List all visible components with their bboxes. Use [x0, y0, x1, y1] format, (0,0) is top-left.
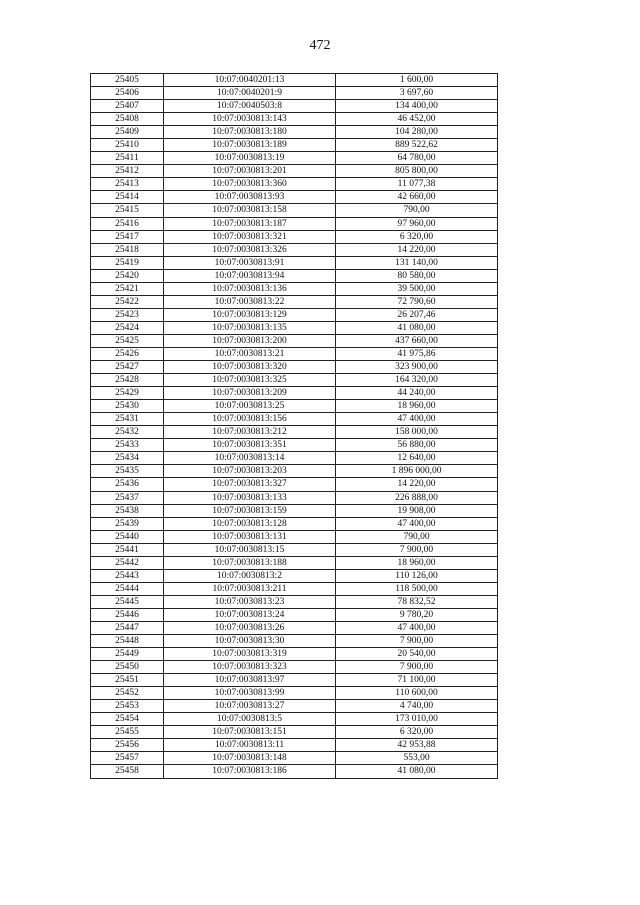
row-number-cell: 25433 — [91, 439, 164, 452]
row-number-cell: 25451 — [91, 674, 164, 687]
table-row — [91, 113, 498, 126]
row-number-cell: 25421 — [91, 282, 164, 295]
row-number-cell: 25441 — [91, 543, 164, 556]
cadastral-number-cell: 10:07:0030813:327 — [164, 478, 336, 491]
cadastral-number-cell: 10:07:0030813:158 — [164, 204, 336, 217]
row-number-cell: 25436 — [91, 478, 164, 491]
cadastral-number-cell: 10:07:0040503:8 — [164, 100, 336, 113]
value-cell: 104 280,00 — [336, 126, 498, 139]
table-row — [91, 765, 498, 778]
table-row — [91, 556, 498, 569]
cadastral-number-cell: 10:07:0030813:97 — [164, 674, 336, 687]
value-cell: 42 953,88 — [336, 739, 498, 752]
table-row — [91, 165, 498, 178]
table-row — [91, 334, 498, 347]
cadastral-number-cell: 10:07:0030813:30 — [164, 635, 336, 648]
value-cell: 7 900,00 — [336, 661, 498, 674]
value-cell: 97 960,00 — [336, 217, 498, 230]
registry-table-container — [90, 73, 497, 779]
cadastral-number-cell: 10:07:0030813:5 — [164, 713, 336, 726]
table-row — [91, 713, 498, 726]
cadastral-number-cell: 10:07:0030813:23 — [164, 595, 336, 608]
table-row — [91, 243, 498, 256]
table-row — [91, 569, 498, 582]
table-row — [91, 726, 498, 739]
row-number-cell: 25438 — [91, 504, 164, 517]
value-cell: 110 126,00 — [336, 569, 498, 582]
table-row — [91, 217, 498, 230]
cadastral-number-cell: 10:07:0030813:187 — [164, 217, 336, 230]
value-cell: 18 960,00 — [336, 556, 498, 569]
table-row — [91, 413, 498, 426]
table-row — [91, 635, 498, 648]
row-number-cell: 25450 — [91, 661, 164, 674]
value-cell: 14 220,00 — [336, 243, 498, 256]
value-cell: 790,00 — [336, 530, 498, 543]
page-number: 472 — [309, 38, 331, 53]
value-cell: 72 790,60 — [336, 295, 498, 308]
cadastral-number-cell: 10:07:0030813:93 — [164, 191, 336, 204]
value-cell: 41 080,00 — [336, 321, 498, 334]
row-number-cell: 25453 — [91, 700, 164, 713]
cadastral-number-cell: 10:07:0030813:91 — [164, 256, 336, 269]
value-cell: 26 207,46 — [336, 308, 498, 321]
row-number-cell: 25408 — [91, 113, 164, 126]
cadastral-number-cell: 10:07:0030813:26 — [164, 621, 336, 634]
row-number-cell: 25412 — [91, 165, 164, 178]
cadastral-number-cell: 10:07:0030813:188 — [164, 556, 336, 569]
row-number-cell: 25431 — [91, 413, 164, 426]
row-number-cell: 25432 — [91, 426, 164, 439]
table-row — [91, 739, 498, 752]
row-number-cell: 25457 — [91, 752, 164, 765]
row-number-cell: 25418 — [91, 243, 164, 256]
table-row — [91, 321, 498, 334]
value-cell: 118 500,00 — [336, 582, 498, 595]
table-row — [91, 648, 498, 661]
cadastral-number-cell: 10:07:0030813:11 — [164, 739, 336, 752]
table-row — [91, 74, 498, 87]
table-row — [91, 595, 498, 608]
row-number-cell: 25426 — [91, 347, 164, 360]
row-number-cell: 25454 — [91, 713, 164, 726]
cadastral-number-cell: 10:07:0030813:325 — [164, 374, 336, 387]
row-number-cell: 25424 — [91, 321, 164, 334]
row-number-cell: 25422 — [91, 295, 164, 308]
cadastral-number-cell: 10:07:0030813:136 — [164, 282, 336, 295]
value-cell: 226 888,00 — [336, 491, 498, 504]
row-number-cell: 25434 — [91, 452, 164, 465]
row-number-cell: 25456 — [91, 739, 164, 752]
value-cell: 6 320,00 — [336, 726, 498, 739]
cadastral-number-cell: 10:07:0030813:21 — [164, 347, 336, 360]
cadastral-number-cell: 10:07:0030813:320 — [164, 361, 336, 374]
table-row — [91, 439, 498, 452]
row-number-cell: 25435 — [91, 465, 164, 478]
value-cell: 889 522,62 — [336, 139, 498, 152]
cadastral-number-cell: 10:07:0030813:326 — [164, 243, 336, 256]
table-row — [91, 361, 498, 374]
value-cell: 41 975,86 — [336, 347, 498, 360]
cadastral-number-cell: 10:07:0030813:189 — [164, 139, 336, 152]
value-cell: 18 960,00 — [336, 400, 498, 413]
value-cell: 1 600,00 — [336, 74, 498, 87]
table-row — [91, 191, 498, 204]
value-cell: 47 400,00 — [336, 517, 498, 530]
cadastral-number-cell: 10:07:0030813:133 — [164, 491, 336, 504]
value-cell: 44 240,00 — [336, 387, 498, 400]
value-cell: 437 660,00 — [336, 334, 498, 347]
table-row — [91, 582, 498, 595]
value-cell: 71 100,00 — [336, 674, 498, 687]
table-row — [91, 387, 498, 400]
value-cell: 14 220,00 — [336, 478, 498, 491]
value-cell: 323 900,00 — [336, 361, 498, 374]
row-number-cell: 25449 — [91, 648, 164, 661]
table-row — [91, 100, 498, 113]
table-row — [91, 426, 498, 439]
table-row — [91, 504, 498, 517]
row-number-cell: 25405 — [91, 74, 164, 87]
table-row — [91, 256, 498, 269]
cadastral-number-cell: 10:07:0040201:13 — [164, 74, 336, 87]
row-number-cell: 25419 — [91, 256, 164, 269]
cadastral-number-cell: 10:07:0030813:201 — [164, 165, 336, 178]
row-number-cell: 25427 — [91, 361, 164, 374]
value-cell: 64 780,00 — [336, 152, 498, 165]
row-number-cell: 25416 — [91, 217, 164, 230]
registry-table — [90, 73, 498, 779]
row-number-cell: 25407 — [91, 100, 164, 113]
value-cell: 9 780,20 — [336, 608, 498, 621]
cadastral-number-cell: 10:07:0030813:203 — [164, 465, 336, 478]
cadastral-number-cell: 10:07:0030813:351 — [164, 439, 336, 452]
table-row — [91, 204, 498, 217]
cadastral-number-cell: 10:07:0030813:156 — [164, 413, 336, 426]
table-row — [91, 687, 498, 700]
row-number-cell: 25428 — [91, 374, 164, 387]
value-cell: 131 140,00 — [336, 256, 498, 269]
value-cell: 78 832,52 — [336, 595, 498, 608]
value-cell: 3 697,60 — [336, 87, 498, 100]
row-number-cell: 25413 — [91, 178, 164, 191]
value-cell: 56 880,00 — [336, 439, 498, 452]
value-cell: 7 900,00 — [336, 635, 498, 648]
value-cell: 42 660,00 — [336, 191, 498, 204]
value-cell: 80 580,00 — [336, 269, 498, 282]
table-row — [91, 530, 498, 543]
value-cell: 110 600,00 — [336, 687, 498, 700]
cadastral-number-cell: 10:07:0030813:151 — [164, 726, 336, 739]
value-cell: 20 540,00 — [336, 648, 498, 661]
row-number-cell: 25415 — [91, 204, 164, 217]
value-cell: 4 740,00 — [336, 700, 498, 713]
row-number-cell: 25440 — [91, 530, 164, 543]
cadastral-number-cell: 10:07:0030813:180 — [164, 126, 336, 139]
cadastral-number-cell: 10:07:0030813:27 — [164, 700, 336, 713]
table-row — [91, 621, 498, 634]
cadastral-number-cell: 10:07:0030813:211 — [164, 582, 336, 595]
value-cell: 790,00 — [336, 204, 498, 217]
table-body — [91, 74, 498, 779]
cadastral-number-cell: 10:07:0030813:186 — [164, 765, 336, 778]
value-cell: 11 077,38 — [336, 178, 498, 191]
table-row — [91, 374, 498, 387]
table-row — [91, 491, 498, 504]
table-row — [91, 674, 498, 687]
cadastral-number-cell: 10:07:0030813:15 — [164, 543, 336, 556]
cadastral-number-cell: 10:07:0030813:200 — [164, 334, 336, 347]
row-number-cell: 25439 — [91, 517, 164, 530]
value-cell: 39 500,00 — [336, 282, 498, 295]
cadastral-number-cell: 10:07:0030813:159 — [164, 504, 336, 517]
cadastral-number-cell: 10:07:0030813:128 — [164, 517, 336, 530]
row-number-cell: 25423 — [91, 308, 164, 321]
cadastral-number-cell: 10:07:0030813:2 — [164, 569, 336, 582]
table-row — [91, 543, 498, 556]
table-row — [91, 308, 498, 321]
row-number-cell: 25425 — [91, 334, 164, 347]
value-cell: 7 900,00 — [336, 543, 498, 556]
table-row — [91, 608, 498, 621]
value-cell: 1 896 000,00 — [336, 465, 498, 478]
value-cell: 553,00 — [336, 752, 498, 765]
cadastral-number-cell: 10:07:0030813:131 — [164, 530, 336, 543]
cadastral-number-cell: 10:07:0030813:129 — [164, 308, 336, 321]
row-number-cell: 25443 — [91, 569, 164, 582]
row-number-cell: 25444 — [91, 582, 164, 595]
table-row — [91, 400, 498, 413]
row-number-cell: 25417 — [91, 230, 164, 243]
table-row — [91, 347, 498, 360]
table-row — [91, 700, 498, 713]
cadastral-number-cell: 10:07:0030813:148 — [164, 752, 336, 765]
value-cell: 47 400,00 — [336, 413, 498, 426]
table-row — [91, 661, 498, 674]
table-row — [91, 478, 498, 491]
value-cell: 19 908,00 — [336, 504, 498, 517]
cadastral-number-cell: 10:07:0030813:94 — [164, 269, 336, 282]
table-row — [91, 152, 498, 165]
row-number-cell: 25409 — [91, 126, 164, 139]
cadastral-number-cell: 10:07:0030813:319 — [164, 648, 336, 661]
value-cell: 12 640,00 — [336, 452, 498, 465]
cadastral-number-cell: 10:07:0030813:321 — [164, 230, 336, 243]
row-number-cell: 25410 — [91, 139, 164, 152]
row-number-cell: 25411 — [91, 152, 164, 165]
cadastral-number-cell: 10:07:0030813:135 — [164, 321, 336, 334]
row-number-cell: 25437 — [91, 491, 164, 504]
table-row — [91, 517, 498, 530]
row-number-cell: 25458 — [91, 765, 164, 778]
row-number-cell: 25420 — [91, 269, 164, 282]
cadastral-number-cell: 10:07:0030813:360 — [164, 178, 336, 191]
value-cell: 134 400,00 — [336, 100, 498, 113]
table-row — [91, 752, 498, 765]
table-row — [91, 178, 498, 191]
cadastral-number-cell: 10:07:0030813:212 — [164, 426, 336, 439]
cadastral-number-cell: 10:07:0030813:143 — [164, 113, 336, 126]
value-cell: 41 080,00 — [336, 765, 498, 778]
row-number-cell: 25406 — [91, 87, 164, 100]
value-cell: 164 320,00 — [336, 374, 498, 387]
row-number-cell: 25442 — [91, 556, 164, 569]
cadastral-number-cell: 10:07:0040201:9 — [164, 87, 336, 100]
cadastral-number-cell: 10:07:0030813:22 — [164, 295, 336, 308]
cadastral-number-cell: 10:07:0030813:99 — [164, 687, 336, 700]
row-number-cell: 25452 — [91, 687, 164, 700]
table-row — [91, 269, 498, 282]
row-number-cell: 25455 — [91, 726, 164, 739]
row-number-cell: 25448 — [91, 635, 164, 648]
cadastral-number-cell: 10:07:0030813:24 — [164, 608, 336, 621]
value-cell: 158 000,00 — [336, 426, 498, 439]
value-cell: 805 800,00 — [336, 165, 498, 178]
row-number-cell: 25446 — [91, 608, 164, 621]
table-row — [91, 452, 498, 465]
value-cell: 173 010,00 — [336, 713, 498, 726]
table-row — [91, 465, 498, 478]
value-cell: 46 452,00 — [336, 113, 498, 126]
cadastral-number-cell: 10:07:0030813:14 — [164, 452, 336, 465]
row-number-cell: 25430 — [91, 400, 164, 413]
cadastral-number-cell: 10:07:0030813:25 — [164, 400, 336, 413]
row-number-cell: 25447 — [91, 621, 164, 634]
cadastral-number-cell: 10:07:0030813:323 — [164, 661, 336, 674]
table-row — [91, 230, 498, 243]
row-number-cell: 25414 — [91, 191, 164, 204]
cadastral-number-cell: 10:07:0030813:19 — [164, 152, 336, 165]
row-number-cell: 25429 — [91, 387, 164, 400]
table-row — [91, 126, 498, 139]
row-number-cell: 25445 — [91, 595, 164, 608]
cadastral-number-cell: 10:07:0030813:209 — [164, 387, 336, 400]
table-row — [91, 87, 498, 100]
value-cell: 47 400,00 — [336, 621, 498, 634]
table-row — [91, 295, 498, 308]
table-row — [91, 282, 498, 295]
value-cell: 6 320,00 — [336, 230, 498, 243]
table-row — [91, 139, 498, 152]
